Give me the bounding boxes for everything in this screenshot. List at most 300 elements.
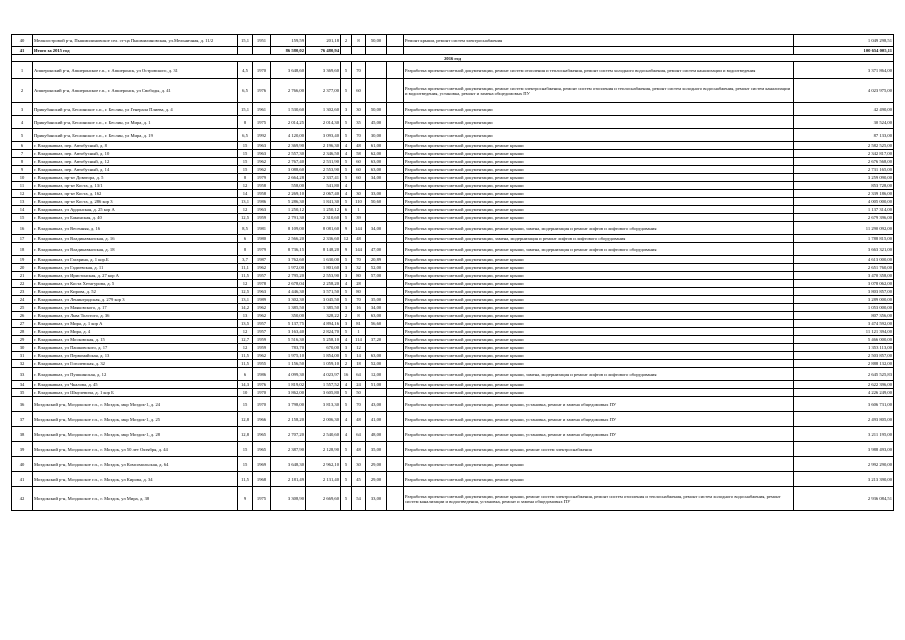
- row-work: Разработка проектно-сметной документации, ремонт крыши, ремонт систем электроснабжения: [404, 442, 794, 457]
- row-area-living: 3 093,40: [306, 129, 341, 142]
- row-address: г. Владикавказ, пер. Автобусный, д. 8: [33, 142, 238, 150]
- table-row: [12, 35, 894, 47]
- row-area-total: 2 014,25: [271, 116, 306, 129]
- row-wear: 52,00: [366, 360, 387, 368]
- row-floors: 5: [341, 296, 352, 304]
- row-work: Разработка проектно-сметной документации, ремонт крыши: [404, 280, 794, 288]
- row-wear: 20,89: [366, 256, 387, 264]
- row-size: 12,5: [238, 288, 253, 296]
- table-row: [12, 256, 894, 264]
- row-cost: 853 728,00: [794, 182, 894, 190]
- row-number: 12: [12, 190, 33, 198]
- row-size: 10: [238, 389, 253, 397]
- row-empty: [387, 62, 404, 79]
- row-address: г. Владикавказ, ул Пушкинская, д. 12: [33, 368, 238, 381]
- row-work: Разработка проектно-сметной документации, ремонт крыши: [404, 360, 794, 368]
- row-address: г. Владикавказ, ул Льва Толстого, д. 36: [33, 312, 238, 320]
- row-floors: 2: [341, 35, 352, 47]
- row-year: 1965: [253, 442, 271, 457]
- row-size: 12: [238, 206, 253, 214]
- row-floors: 4: [341, 142, 352, 150]
- row-year: 1966: [253, 412, 271, 427]
- row-work: Разработка проектно-сметной документации, ремонт крыши: [404, 190, 794, 198]
- row-cost: 1 049 298,51: [794, 35, 894, 47]
- row-cost: 3 259 090,00: [794, 174, 894, 182]
- row-cost: 4 613 000,00: [794, 256, 894, 264]
- table-row: [12, 243, 894, 256]
- row-size: 14: [238, 190, 253, 198]
- row-area-total: 3 088,60: [271, 166, 306, 174]
- row-floors: 5: [341, 256, 352, 264]
- row-area-total: 4 099,30: [271, 368, 306, 381]
- row-work: Разработка проектно-сметной документации, ремонт крыши: [404, 457, 794, 472]
- row-wear: 48,00: [366, 427, 387, 442]
- table-row: [12, 62, 894, 79]
- row-empty: [387, 198, 404, 206]
- row-empty: [387, 222, 404, 235]
- table-row: [12, 222, 894, 235]
- table-row: [12, 487, 894, 511]
- row-year: 1962: [253, 352, 271, 360]
- row-area-total: 1 819,02: [271, 381, 306, 389]
- row-year: 1970: [253, 62, 271, 79]
- row-number: 15: [12, 214, 33, 222]
- row-area-living: 8 148,20: [306, 243, 341, 256]
- row-floors: 6: [341, 206, 352, 214]
- row-area-total: 159,59: [271, 35, 306, 47]
- row-wear: 29,00: [366, 472, 387, 487]
- row-work: Разработка проектно-сметной документации, ремонт крыши, замена, модернизация и ремонт лифтов и лифтового оборудования: [404, 222, 794, 235]
- row-size: 11,5: [238, 360, 253, 368]
- row-wear: 52,00: [366, 264, 387, 272]
- row-wear: [366, 328, 387, 336]
- table-row: [12, 427, 894, 442]
- row-empty: [387, 288, 404, 296]
- row-address: Мелкоостровой р-н, Пышмилиновское сел. ст-ца Пышмилиновская, ул.Мельничная, д. 11/2: [33, 35, 238, 47]
- row-empty: [387, 344, 404, 352]
- row-cost: 2 582 525,00: [794, 142, 894, 150]
- table-row: [12, 116, 894, 129]
- table-row: [12, 442, 894, 457]
- row-area-living: 2 258,20: [306, 280, 341, 288]
- row-area-living: 2 531,90: [306, 158, 341, 166]
- row-entrances: 48: [352, 412, 366, 427]
- row-area-total: 2 269,10: [271, 190, 306, 198]
- row-floors: 5: [341, 62, 352, 79]
- row-floors: 3: [341, 320, 352, 328]
- row-empty: [387, 360, 404, 368]
- table-row: [12, 129, 894, 142]
- row-address: г. Владикавказ, ул Первомайская, д. 13: [33, 352, 238, 360]
- row-year: 1959: [253, 344, 271, 352]
- row-size: 8: [238, 174, 253, 182]
- row-size: 6,5: [238, 129, 253, 142]
- row-size: 9: [238, 487, 253, 511]
- table-row: [12, 158, 894, 166]
- row-year: 1976: [253, 79, 271, 103]
- table-row: [12, 381, 894, 389]
- row-area-living: 541,80: [306, 182, 341, 190]
- row-entrances: 45: [352, 472, 366, 487]
- row-cost: 4 005 000,00: [794, 198, 894, 206]
- row-number: 17: [12, 235, 33, 243]
- row-address: г. Владикавказ, ул Владикавказская, д. 16: [33, 235, 238, 243]
- row-size: 13: [238, 312, 253, 320]
- row-entrances: 48: [352, 235, 366, 243]
- row-empty: [387, 457, 404, 472]
- row-entrances: 70: [352, 397, 366, 412]
- row-floors: 5: [341, 79, 352, 103]
- table-row: [12, 304, 894, 312]
- row-area-living: 1 250,12: [306, 206, 341, 214]
- row-area-living: 8 081,60: [306, 222, 341, 235]
- row-area-living: 1 302,60: [306, 103, 341, 116]
- table-row: [12, 397, 894, 412]
- row-wear: 34,00: [366, 222, 387, 235]
- row-year: 1970: [253, 397, 271, 412]
- row-entrances: 60: [352, 79, 366, 103]
- row-address: г. Владикавказ, ул Московская, д. 15: [33, 336, 238, 344]
- row-size: 11,1: [238, 264, 253, 272]
- row-entrances: 12: [352, 344, 366, 352]
- row-address: г. Владикавказ, ул Владикавказская, д. 18: [33, 243, 238, 256]
- row-work: Разработка проектно-сметной документации, ремонт крыши: [404, 472, 794, 487]
- row-area-total: 3 308,90: [271, 487, 306, 511]
- row-floors: 9: [341, 243, 352, 256]
- row-year: 1986: [253, 368, 271, 381]
- row-year: 1992: [253, 129, 271, 142]
- row-wear: 35,00: [366, 442, 387, 457]
- row-address: г. Владикавказ, ул Шмулевича, д. 1 кор Б: [33, 389, 238, 397]
- row-floors: 4: [341, 150, 352, 158]
- row-size: 4,5: [238, 62, 253, 79]
- row-number: 42: [12, 487, 33, 511]
- row-area-total: 1 156,50: [271, 360, 306, 368]
- row-entrances: 110: [352, 198, 366, 206]
- row-empty: [387, 427, 404, 442]
- row-year: 1955: [253, 360, 271, 368]
- row-address: Моздокский р-н, Моздокское г.п., г. Моздок, мкр Моздок-1, д. 28: [33, 427, 238, 442]
- table-row: [12, 368, 894, 381]
- row-address: г. Владикавказ, ул Весенняя, д. 16: [33, 222, 238, 235]
- row-empty: [387, 381, 404, 389]
- row-address: г. Владикавказ, ул Мира, д. 4: [33, 328, 238, 336]
- row-area-living: 3 045,50: [306, 296, 341, 304]
- row-cost: 3 803 857,00: [794, 288, 894, 296]
- row-address: г. Владикавказ, пер. Автобусный, д. 14: [33, 166, 238, 174]
- row-wear: 50,60: [366, 198, 387, 206]
- row-area-living: 328,22: [306, 312, 341, 320]
- row-area-total: 1 972,00: [271, 264, 306, 272]
- row-area-living: 2 128,90: [306, 442, 341, 457]
- repair-program-table: [11, 34, 894, 511]
- row-area-total: 2 767,40: [271, 158, 306, 166]
- row-size: 8,5: [238, 222, 253, 235]
- total-row: [12, 47, 894, 55]
- row-number: 20: [12, 264, 33, 272]
- table-row: [12, 352, 894, 360]
- table-row: [12, 344, 894, 352]
- row-area-living: 1 854,00: [306, 352, 341, 360]
- row-floors: 5: [341, 328, 352, 336]
- row-number: 14: [12, 206, 33, 214]
- row-area-total: 3 862,00: [271, 389, 306, 397]
- row-empty: [387, 79, 404, 103]
- row-empty: [387, 352, 404, 360]
- row-work: Разработка проектно-сметной документации, замена, модернизация и ремонт лифтов и лифтового оборудования: [404, 235, 794, 243]
- row-empty: [387, 272, 404, 280]
- row-cost: 2 888 132,00: [794, 360, 894, 368]
- row-wear: [366, 214, 387, 222]
- row-work: Разработка проектно-сметной документации, ремонт крыши: [404, 312, 794, 320]
- row-work: Разработка проектно-сметной документации, ремонт крыши: [404, 256, 794, 264]
- row-entrances: 39: [352, 214, 366, 222]
- row-work: Разработка проектно-сметной документации, ремонт крыши, замена, модернизация и ремонт лифтов и лифтового оборудования: [404, 368, 794, 381]
- row-size: 15: [238, 150, 253, 158]
- row-address: Апшеронский р-н, Апшеронское г.п., г. Апшеронск, ул Свободы, д. 41: [33, 79, 238, 103]
- table-row: [12, 198, 894, 206]
- row-size: 12: [238, 344, 253, 352]
- row-year: 1957: [253, 320, 271, 328]
- row-empty: [387, 487, 404, 511]
- row-entrances: 64: [352, 368, 366, 381]
- row-wear: [366, 206, 387, 214]
- row-work: Разработка проектно-сметной документации, ремонт крыши: [404, 381, 794, 389]
- row-address: г. Владикавказ, ул Чкалова, д. 45: [33, 381, 238, 389]
- total-area-living: 76 480,94: [306, 47, 341, 55]
- row-number: 28: [12, 328, 33, 336]
- row-entrances: 8: [352, 312, 366, 320]
- row-address: г. Владикавказ, пер. Автобусный, д. 10: [33, 150, 238, 158]
- table-row: [12, 150, 894, 158]
- row-wear: 45,00: [366, 116, 387, 129]
- row-wear: 63,00: [366, 312, 387, 320]
- row-size: 6: [238, 368, 253, 381]
- row-entrances: 70: [352, 256, 366, 264]
- row-floors: 5: [341, 166, 352, 174]
- row-wear: 61,00: [366, 142, 387, 150]
- row-number: 8: [12, 158, 33, 166]
- row-wear: 62,00: [366, 150, 387, 158]
- row-work: Разработка проектно-сметной документации, ремонт крыши: [404, 328, 794, 336]
- row-empty: [387, 442, 404, 457]
- row-area-total: 3 648,30: [271, 457, 306, 472]
- row-number: 33: [12, 368, 33, 381]
- row-size: 12: [238, 328, 253, 336]
- row-empty: [387, 150, 404, 158]
- row-area-living: 201,18: [306, 35, 341, 47]
- row-number: 31: [12, 352, 33, 360]
- row-size: 13,5: [238, 320, 253, 328]
- row-address: г. Владикавказ, ул Гагарина, д. 1 кор.Б: [33, 256, 238, 264]
- row-area-living: 2 540,60: [306, 427, 341, 442]
- row-year: 1975: [253, 487, 271, 511]
- row-number: 39: [12, 442, 33, 457]
- row-size: 12: [238, 280, 253, 288]
- row-work: Разработка проектно-сметной документации, ремонт крыши, замена, модернизация и ремонт лифтов и лифтового оборудования: [404, 243, 794, 256]
- row-floors: 4: [341, 412, 352, 427]
- row-address: Моздокский р-н, Моздокское г.п., г. Моздок, ул Комсомольская, д. 64: [33, 457, 238, 472]
- row-number: 38: [12, 427, 33, 442]
- row-number: 21: [12, 272, 33, 280]
- row-wear: [366, 344, 387, 352]
- row-work: Разработка проектно-сметной документации, ремонт крыши: [404, 389, 794, 397]
- row-wear: 43,00: [366, 397, 387, 412]
- table-row: [12, 296, 894, 304]
- row-floors: 5: [341, 397, 352, 412]
- row-area-living: 2 067,40: [306, 190, 341, 198]
- row-work: Разработка проектно-сметной документации, ремонт крыши, установка, ремонт и замена общедомовых ПУ: [404, 427, 794, 442]
- row-size: 12,7: [238, 336, 253, 344]
- row-number: 7: [12, 150, 33, 158]
- total-area-total: 86 580,02: [271, 47, 306, 55]
- row-address: г. Владикавказ, ул Маяковского, д. 17: [33, 304, 238, 312]
- row-number: 1: [12, 62, 33, 79]
- row-year: 1965: [253, 427, 271, 442]
- row-work: Разработка проектно-сметной документации, ремонт систем отопления и теплоснабжения, ремонт систем холодного водоснабжения, ремонт систем канализации и водоотведения: [404, 62, 794, 79]
- row-empty: [387, 243, 404, 256]
- row-size: 15: [238, 457, 253, 472]
- row-area-total: 2 566,20: [271, 235, 306, 243]
- row-year: 1968: [253, 472, 271, 487]
- row-floors: 4: [341, 182, 352, 190]
- row-cost: 3 371 864,00: [794, 62, 894, 79]
- row-entrances: 60: [352, 158, 366, 166]
- row-wear: 57,00: [366, 272, 387, 280]
- row-number: 10: [12, 174, 33, 182]
- row-empty: [387, 280, 404, 288]
- row-number: 40: [12, 457, 33, 472]
- row-entrances: 144: [352, 243, 366, 256]
- row-address: Прикубанский р-н, Беслинское с.п., г. Беслин, ул Мира, д. 19: [33, 129, 238, 142]
- row-size: 15: [238, 166, 253, 174]
- row-address: г. Владикавказ, ул Коста Хетагурова, д. 5: [33, 280, 238, 288]
- row-size: 11,5: [238, 472, 253, 487]
- row-address: г. Владикавказ, ул Кирова, д. 52: [33, 288, 238, 296]
- row-size: 15,1: [238, 103, 253, 116]
- row-wear: [366, 280, 387, 288]
- row-area-living: 1 630,00: [306, 256, 341, 264]
- row-cost: 2 645 525,83: [794, 368, 894, 381]
- row-entrances: 14: [352, 352, 366, 360]
- row-size: 8: [238, 243, 253, 256]
- row-cost: 2 731 165,00: [794, 166, 894, 174]
- row-entrances: 54: [352, 487, 366, 511]
- row-work: Разработка проектно-сметной документации, ремонт крыши: [404, 296, 794, 304]
- row-year: 1962: [253, 158, 271, 166]
- row-floors: 5: [341, 129, 352, 142]
- table-row: [12, 166, 894, 174]
- table-row: [12, 190, 894, 198]
- row-size: 8: [238, 116, 253, 129]
- row-number: 29: [12, 336, 33, 344]
- total-cost: 100 654 005,11: [794, 47, 894, 55]
- row-work: Разработка проектно-сметной документации: [404, 129, 794, 142]
- row-year: 1963: [253, 206, 271, 214]
- row-address: Моздокский р-н, Моздокское г.п., г. Моздок, мкр Моздок-1, д. 25: [33, 412, 238, 427]
- row-year: 1958: [253, 182, 271, 190]
- row-wear: [366, 62, 387, 79]
- row-area-living: 3 813,30: [306, 397, 341, 412]
- row-size: 11,5: [238, 352, 253, 360]
- row-address: Моздокский р-н, Моздокское г.п., г. Моздок, ул 50 лет Октября, д. 44: [33, 442, 238, 457]
- row-entrances: 1: [352, 206, 366, 214]
- row-area-living: 2 310,60: [306, 214, 341, 222]
- row-floors: 5: [341, 288, 352, 296]
- row-cost: 3 470 358,00: [794, 272, 894, 280]
- row-wear: 63,00: [366, 352, 387, 360]
- row-cost: 4 023 975,00: [794, 79, 894, 103]
- total-number: 41: [12, 47, 33, 55]
- row-area-total: 5 286,30: [271, 198, 306, 206]
- row-wear: 51,00: [366, 381, 387, 389]
- row-wear: 33,00: [366, 190, 387, 198]
- document-sheet: [11, 34, 893, 511]
- table-row: [12, 312, 894, 320]
- row-floors: 5: [341, 487, 352, 511]
- row-number: 11: [12, 182, 33, 190]
- row-entrances: 18: [352, 360, 366, 368]
- row-address: г. Владикавказ, пер. Автобусный, д. 12: [33, 158, 238, 166]
- row-year: 1959: [253, 336, 271, 344]
- row-cost: 5 466 000,00: [794, 336, 894, 344]
- row-entrances: 48: [352, 442, 366, 457]
- row-number: 3: [12, 103, 33, 116]
- row-wear: 63,00: [366, 158, 387, 166]
- row-work: Разработка проектно-сметной документации, ремонт крыши: [404, 158, 794, 166]
- row-area-living: 2 377,00: [306, 79, 341, 103]
- row-size: 12: [238, 182, 253, 190]
- row-floors: 4: [341, 280, 352, 288]
- row-floors: 3: [341, 264, 352, 272]
- row-number: 23: [12, 288, 33, 296]
- row-cost: 3 606 731,00: [794, 397, 894, 412]
- row-area-living: 1 059,10: [306, 360, 341, 368]
- row-year: 1975: [253, 116, 271, 129]
- row-area-living: 1 385,50: [306, 304, 341, 312]
- row-number: 22: [12, 280, 33, 288]
- row-entrances: 64: [352, 427, 366, 442]
- row-size: 12,8: [238, 412, 253, 427]
- table-row: [12, 457, 894, 472]
- row-work: Разработка проектно-сметной документации, ремонт крыши, установка, ремонт и замена общедомовых ПУ: [404, 412, 794, 427]
- row-work: Разработка проектно-сметной документации, ремонт крыши, установка, ремонт и замена общедомовых ПУ: [404, 397, 794, 412]
- row-cost: 2 992 290,00: [794, 457, 894, 472]
- row-entrances: 30: [352, 190, 366, 198]
- row-entrances: 50: [352, 389, 366, 397]
- row-wear: 50,00: [366, 35, 387, 47]
- row-address: Моздокский р-н, Моздокское г.п., г. Моздок, ул Кирова, д. 34: [33, 472, 238, 487]
- row-address: г. Владикавказ, ул Ленинградская, д. 279 кор 3: [33, 296, 238, 304]
- row-address: г. Владикавказ, ул Иристонская, д. 27 кор А: [33, 272, 238, 280]
- row-number: 30: [12, 344, 33, 352]
- row-work: Разработка проектно-сметной документации, ремонт систем электроснабжения, ремонт систем отопления и теплоснабжения, ремонт систем холодного водоснабжения, ремонт систем канализации и водоотведения, установка, ремонт и замена общедомовых ПУ: [404, 79, 794, 103]
- row-entrances: 58: [352, 150, 366, 158]
- row-cost: 42 490,00: [794, 103, 894, 116]
- row-year: 1979: [253, 243, 271, 256]
- row-year: 1986: [253, 198, 271, 206]
- table-row: [12, 412, 894, 427]
- row-number: 41: [12, 472, 33, 487]
- row-entrances: 48: [352, 142, 366, 150]
- row-entrances: 144: [352, 222, 366, 235]
- table-row: [12, 360, 894, 368]
- row-year: 1959: [253, 214, 271, 222]
- row-wear: 35,00: [366, 296, 387, 304]
- row-cost: 1 053 000,00: [794, 304, 894, 312]
- table-row: [12, 174, 894, 182]
- row-area-living: 2 337,41: [306, 174, 341, 182]
